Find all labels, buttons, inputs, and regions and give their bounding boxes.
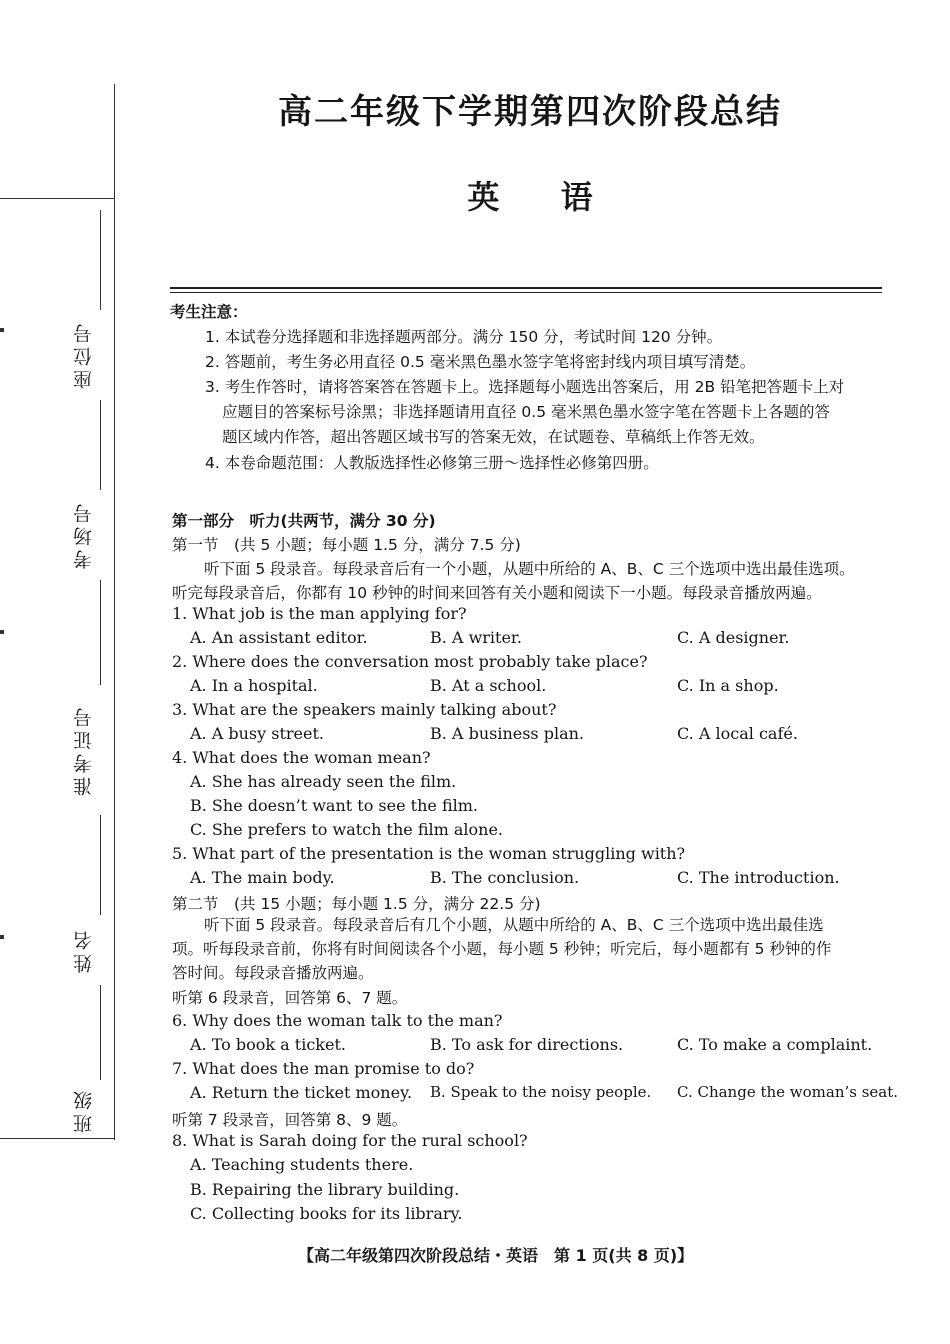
question-3: 3. What are the speakers mainly talking about? xyxy=(172,700,557,719)
seal-mark xyxy=(0,935,4,939)
exam-room-blank-line xyxy=(100,580,101,685)
section-heading: 第二节 (共 15 小题；每小题 1.5 分，满分 22.5 分) xyxy=(172,895,541,913)
option-c: C. To make a complaint. xyxy=(677,1035,873,1054)
header-rule-thin xyxy=(170,292,882,293)
name-label: 姓名 xyxy=(73,927,95,973)
option-c: C. Change the woman’s seat. xyxy=(677,1083,899,1101)
option-b: B. A business plan. xyxy=(430,724,585,743)
seat-blank-line xyxy=(100,400,101,490)
option-a: A. In a hospital. xyxy=(190,676,318,695)
question-4: 4. What does the woman mean? xyxy=(172,748,431,767)
option-a: A. To book a ticket. xyxy=(190,1035,346,1054)
option-b: B. Speak to the noisy people. xyxy=(430,1083,652,1101)
option-b: B. At a school. xyxy=(430,676,547,695)
option-b: B. Repairing the library building. xyxy=(190,1180,460,1199)
option-c: C. A designer. xyxy=(677,628,790,647)
option-b: B. She doesn’t want to see the film. xyxy=(190,796,478,815)
question-6: 6. Why does the woman talk to the man? xyxy=(172,1011,503,1030)
class-label: 班级 xyxy=(73,1087,95,1133)
option-a: A. She has already seen the film. xyxy=(190,772,457,791)
seal-mark xyxy=(0,630,4,634)
option-b: B. A writer. xyxy=(430,628,522,647)
instruction-text: 听完每段录音后，你都有 10 秒钟的时间来回答有关小题和阅读下一小题。每段录音播放两遍。 xyxy=(172,584,822,602)
option-b: B. To ask for directions. xyxy=(430,1035,624,1054)
document-title: 高二年级下学期第四次阶段总结 xyxy=(278,92,782,132)
question-8: 8. What is Sarah doing for the rural school? xyxy=(172,1131,528,1150)
margin-vertical-line xyxy=(114,84,115,1140)
instruction-text: 项。听每段录音前，你将有时间阅读各个小题，每小题 5 秒钟；听完后，每小题都有 5 秒钟的作 xyxy=(172,940,832,958)
seal-mark xyxy=(0,328,4,332)
instruction-text: 答时间。每段录音播放两遍。 xyxy=(172,964,374,982)
name-blank-line xyxy=(100,985,101,1080)
question-7: 7. What does the man promise to do? xyxy=(172,1059,475,1078)
subject-title: 英 语 xyxy=(467,178,593,216)
question-1: 1. What job is the man applying for? xyxy=(172,604,467,623)
option-c: C. In a shop. xyxy=(677,676,779,695)
option-b: B. The conclusion. xyxy=(430,868,580,887)
option-a: A. A busy street. xyxy=(190,724,324,743)
part-heading: 第一部分 听力(共两节，满分 30 分) xyxy=(172,512,436,530)
segment-heading: 听第 7 段录音，回答第 8、9 题。 xyxy=(172,1111,408,1129)
notice-item: 3. 考生作答时，请将答案答在答题卡上。选择题每小题选出答案后，用 2B 铅笔把答题卡上对 xyxy=(205,378,845,396)
ticket-number-blank-line xyxy=(100,815,101,915)
option-c: C. The introduction. xyxy=(677,868,840,887)
page-footer: 【高二年级第四次阶段总结・英语 第 1 页(共 8 页)】 xyxy=(298,1246,694,1265)
header-rule xyxy=(170,287,882,289)
notice-item: 应题目的答案标号涂黑；非选择题请用直径 0.5 毫米黑色墨水签字笔在答题卡上各题的答 xyxy=(222,403,831,421)
option-c: C. Collecting books for its library. xyxy=(190,1204,463,1223)
seat-blank-line xyxy=(100,210,101,310)
ticket-number-label: 准考证号 xyxy=(73,704,95,796)
notice-item: 题区域内作答，超出答题区域书写的答案无效，在试题卷、草稿纸上作答无效。 xyxy=(222,428,765,446)
option-a: A. The main body. xyxy=(190,868,335,887)
exam-room-label: 考场号 xyxy=(73,500,95,570)
option-c: C. A local café. xyxy=(677,724,798,743)
section-heading: 第一节 (共 5 小题；每小题 1.5 分，满分 7.5 分) xyxy=(172,536,521,554)
instruction-text: 听下面 5 段录音。每段录音后有几个小题，从题中所给的 A、B、C 三个选项中选出最佳选 xyxy=(204,916,824,934)
segment-heading: 听第 6 段录音，回答第 6、7 题。 xyxy=(172,989,408,1007)
seat-label: 座位号 xyxy=(73,320,95,390)
notice-heading: 考生注意： xyxy=(170,303,248,321)
option-a: A. Teaching students there. xyxy=(190,1155,414,1174)
option-a: A. An assistant editor. xyxy=(190,628,368,647)
question-5: 5. What part of the presentation is the woman struggling with? xyxy=(172,844,686,863)
question-2: 2. Where does the conversation most probably take place? xyxy=(172,652,648,671)
option-a: A. Return the ticket money. xyxy=(190,1083,413,1102)
option-c: C. She prefers to watch the film alone. xyxy=(190,820,504,839)
notice-item: 4. 本卷命题范围：人教版选择性必修第三册～选择性必修第四册。 xyxy=(205,454,659,472)
notice-item: 1. 本试卷分选择题和非选择题两部分。满分 150 分，考试时间 120 分钟。 xyxy=(205,328,723,346)
notice-item: 2. 答题前，考生务必用直径 0.5 毫米黑色墨水签字笔将密封线内项目填写清楚。 xyxy=(205,353,756,371)
instruction-text: 听下面 5 段录音。每段录音后有一个小题，从题中所给的 A、B、C 三个选项中选出最佳选项。 xyxy=(204,560,855,578)
